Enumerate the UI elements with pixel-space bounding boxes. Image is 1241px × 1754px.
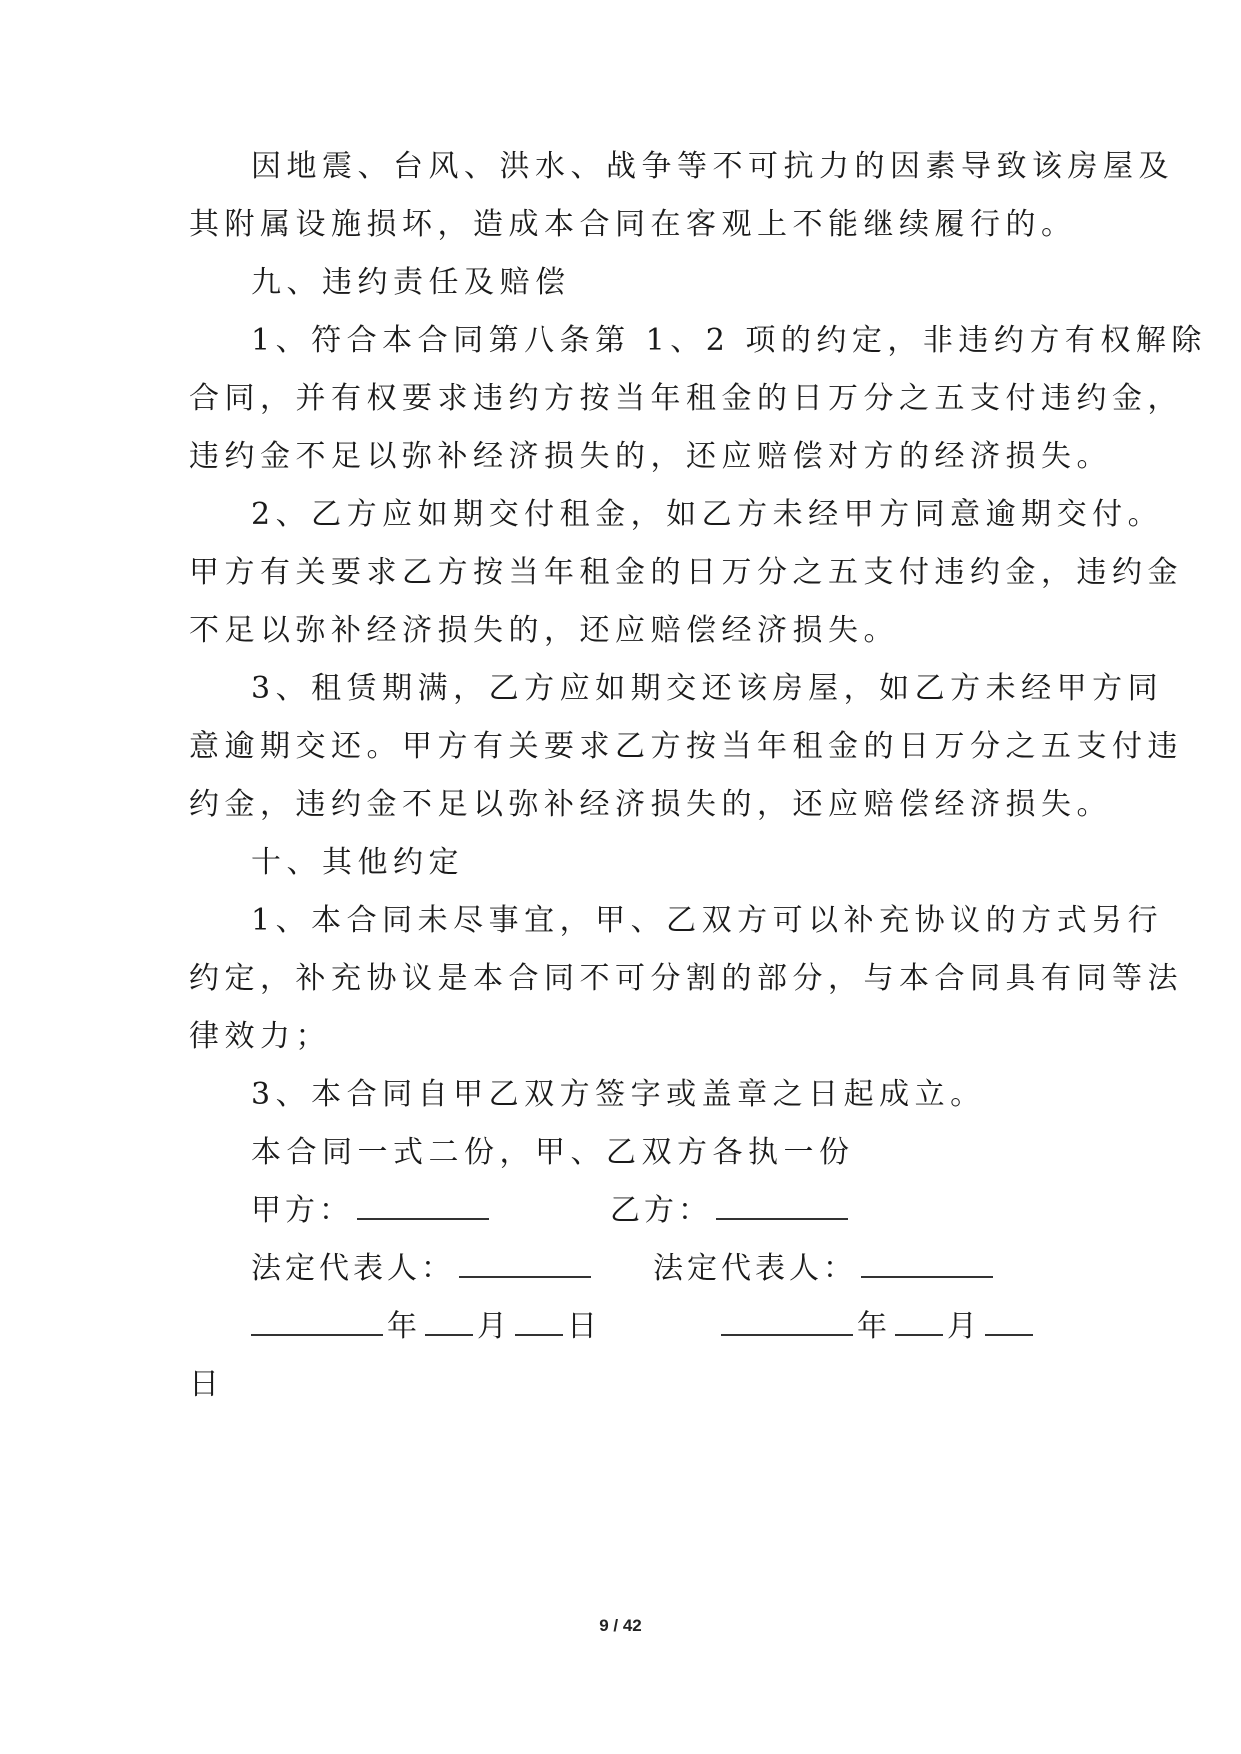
rep-b-label: 法定代表人： bbox=[653, 1251, 857, 1286]
paragraph-line: 约定，补充协议是本合同不可分割的部分，与本合同具有同等法 bbox=[189, 961, 1183, 996]
party-a-label: 甲方： bbox=[251, 1193, 353, 1228]
paragraph-line: 3、租赁期满，乙方应如期交还该房屋，如乙方未经甲方同 bbox=[251, 671, 1164, 706]
paragraph-line: 本合同一式二份，甲、乙双方各执一份 bbox=[251, 1135, 855, 1170]
party-b-blank[interactable] bbox=[716, 1192, 848, 1220]
date-b-day-wrapped: 日 bbox=[189, 1367, 223, 1402]
section-heading: 九、违约责任及赔偿 bbox=[251, 265, 571, 300]
paragraph-line: 1、符合本合同第八条第 1、2 项的约定，非违约方有权解除 bbox=[251, 323, 1207, 358]
date-b bbox=[717, 1308, 1037, 1346]
date-b-year-blank[interactable] bbox=[721, 1308, 853, 1336]
paragraph-line: 不足以弥补经济损失的，还应赔偿经济损失。 bbox=[189, 613, 899, 648]
year-label: 年 bbox=[387, 1309, 421, 1344]
paragraph-line: 违约金不足以弥补经济损失的，还应赔偿对方的经济损失。 bbox=[189, 439, 1112, 474]
page-number: 9 / 42 bbox=[599, 1616, 642, 1635]
paragraph-line: 约金，违约金不足以弥补经济损失的，还应赔偿经济损失。 bbox=[189, 787, 1112, 822]
rep-a-blank[interactable] bbox=[459, 1250, 591, 1278]
date-a-year-blank[interactable] bbox=[251, 1308, 383, 1336]
rep-b-blank[interactable] bbox=[861, 1250, 993, 1278]
date-a-month-blank[interactable] bbox=[425, 1308, 473, 1336]
rep-b-signature bbox=[653, 1250, 997, 1288]
date-b-day-blank[interactable] bbox=[985, 1308, 1033, 1336]
date-b-month-blank[interactable] bbox=[895, 1308, 943, 1336]
year-label: 年 bbox=[857, 1309, 891, 1344]
paragraph-line: 2、乙方应如期交付租金，如乙方未经甲方同意逾期交付。 bbox=[251, 497, 1164, 532]
party-b-label: 乙方： bbox=[610, 1193, 712, 1228]
paragraph-line: 其附属设施损坏，造成本合同在客观上不能继续履行的。 bbox=[189, 207, 1077, 242]
party-b-signature bbox=[610, 1192, 852, 1230]
month-label: 月 bbox=[947, 1309, 981, 1344]
paragraph-line: 1、本合同未尽事宜，甲、乙双方可以补充协议的方式另行 bbox=[251, 903, 1164, 938]
party-a-signature bbox=[251, 1192, 493, 1230]
paragraph-line: 因地震、台风、洪水、战争等不可抗力的因素导致该房屋及 bbox=[251, 149, 1174, 184]
section-heading: 十、其他约定 bbox=[251, 845, 464, 880]
rep-a-signature bbox=[251, 1250, 595, 1288]
month-label: 月 bbox=[477, 1309, 511, 1344]
day-label: 日 bbox=[567, 1309, 601, 1344]
paragraph-line: 律效力； bbox=[189, 1019, 331, 1054]
paragraph-line: 合同，并有权要求违约方按当年租金的日万分之五支付违约金， bbox=[189, 381, 1183, 416]
date-a-day-blank[interactable] bbox=[515, 1308, 563, 1336]
paragraph-line: 3、本合同自甲乙双方签字或盖章之日起成立。 bbox=[251, 1077, 986, 1112]
paragraph-line: 甲方有关要求乙方按当年租金的日万分之五支付违约金，违约金 bbox=[189, 555, 1183, 590]
paragraph-line: 意逾期交还。甲方有关要求乙方按当年租金的日万分之五支付违 bbox=[189, 729, 1183, 764]
date-a bbox=[247, 1308, 601, 1346]
rep-a-label: 法定代表人： bbox=[251, 1251, 455, 1286]
party-a-blank[interactable] bbox=[357, 1192, 489, 1220]
